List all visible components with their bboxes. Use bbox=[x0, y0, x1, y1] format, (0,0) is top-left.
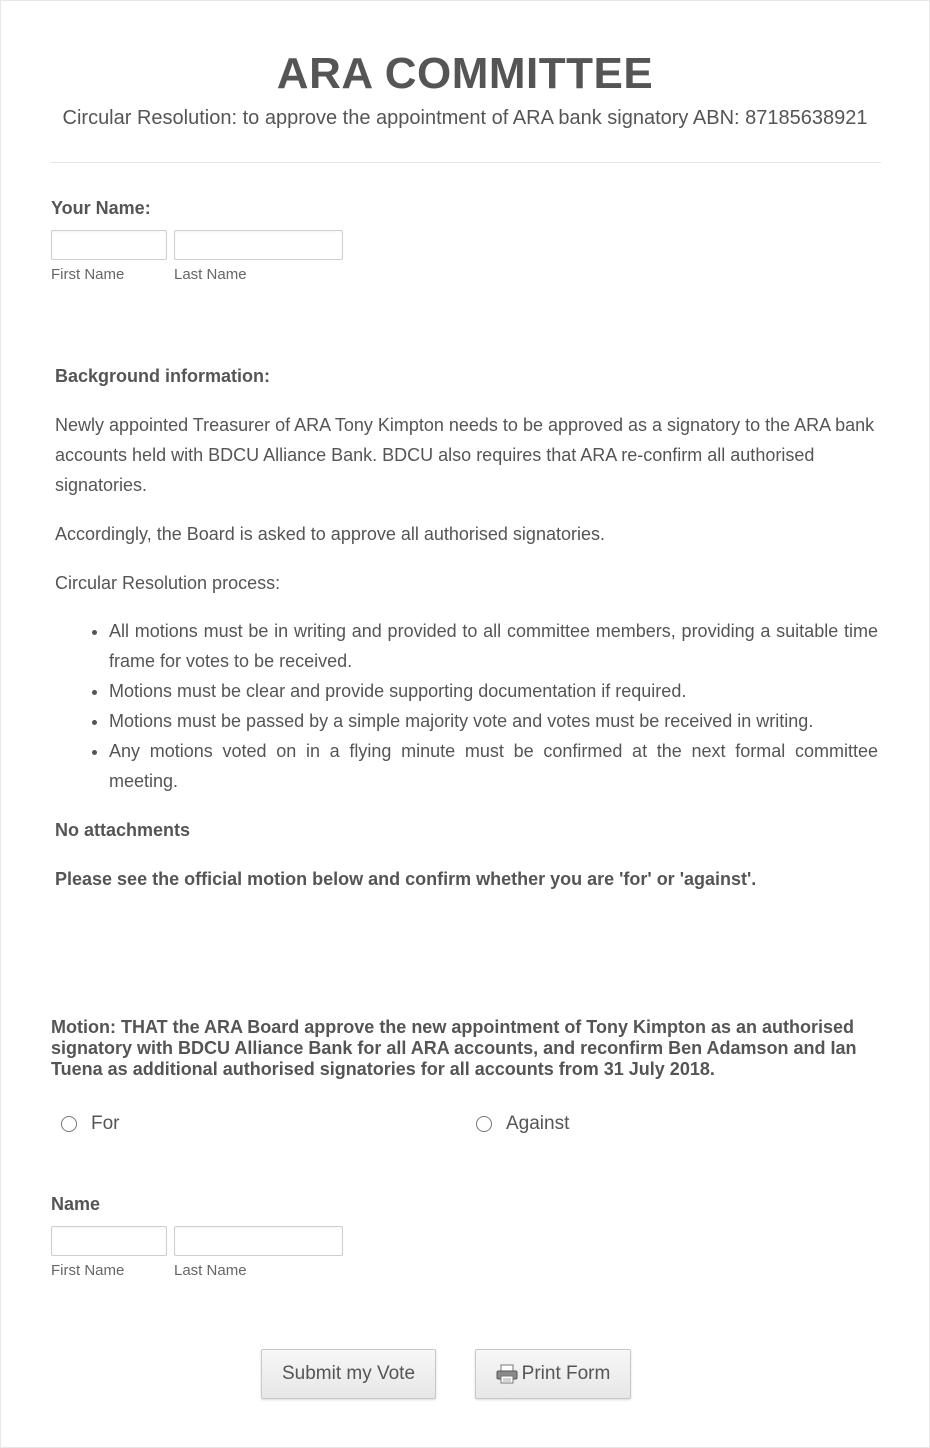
your-name-label: Your Name: bbox=[51, 198, 151, 218]
your-first-name-input[interactable] bbox=[51, 230, 167, 260]
vote-for-label: For bbox=[91, 1113, 120, 1134]
form-subtitle: Circular Resolution: to approve the appointment of ARA bank signatory ABN: 87185638921 bbox=[62, 107, 868, 129]
first-name-input[interactable] bbox=[51, 1226, 167, 1256]
background-heading: Background information: bbox=[55, 366, 270, 386]
process-list bbox=[55, 616, 878, 796]
printer-icon bbox=[496, 1364, 518, 1384]
vote-against-label: Against bbox=[506, 1113, 570, 1134]
last-name-sublabel: Last Name bbox=[174, 1262, 247, 1279]
process-heading: Circular Resolution process: bbox=[55, 573, 281, 593]
vote-for-radio[interactable] bbox=[61, 1116, 77, 1132]
list-item: • Motions must be passed by a simple majority vote and votes must be received in writing. bbox=[109, 706, 878, 736]
form-header bbox=[1, 1, 929, 131]
name-fields bbox=[51, 1226, 343, 1279]
background-paragraph-1: Newly appointed Treasurer of ARA Tony Kimpton needs to be approved as a signatory to the ARA bank accounts held with BDCU Alliance Bank. BDCU also requires that ARA re-confirm all authorised signatories. bbox=[55, 415, 875, 495]
your-name-fields bbox=[51, 230, 343, 283]
list-item: • Motions must be clear and provide supporting documentation if required. bbox=[109, 676, 878, 706]
last-name-input[interactable] bbox=[174, 1226, 343, 1256]
list-item: • Any motions voted on in a flying minute must be confirmed at the next formal committee meeting. bbox=[109, 736, 878, 796]
vote-for-option[interactable] bbox=[61, 1113, 120, 1135]
form-title: ARA COMMITTEE bbox=[276, 49, 654, 98]
print-form-label: Print Form bbox=[521, 1363, 611, 1384]
header-divider bbox=[51, 162, 881, 163]
vote-against-option[interactable] bbox=[476, 1113, 569, 1135]
vote-instruction: Please see the official motion below and confirm whether you are 'for' or 'against'. bbox=[55, 869, 757, 889]
your-first-name-sublabel: First Name bbox=[51, 266, 125, 283]
background-section bbox=[55, 361, 878, 894]
background-paragraph-2: Accordingly, the Board is asked to approve all authorised signatories. bbox=[55, 524, 605, 544]
your-last-name-input[interactable] bbox=[174, 230, 343, 260]
attachments-note: No attachments bbox=[55, 820, 191, 840]
list-item: • All motions must be in writing and provided to all committee members, providing a suitable time frame for votes to be received. bbox=[109, 616, 878, 676]
name-label: Name bbox=[51, 1194, 101, 1214]
submit-vote-button[interactable]: Submit my Vote bbox=[261, 1349, 436, 1399]
vote-against-radio[interactable] bbox=[476, 1116, 492, 1132]
motion-text: Motion: THAT the ARA Board approve the new appointment of Tony Kimpton as an authorised signatory with BDCU Alliance Bank for all ARA accounts, and reconfirm Ben Adamson and Ian Tuena as additional authorised signatories for all accounts from 31 July 2018. bbox=[51, 1017, 857, 1079]
first-name-sublabel: First Name bbox=[51, 1262, 125, 1279]
print-form-button[interactable] bbox=[475, 1349, 631, 1399]
your-last-name-sublabel: Last Name bbox=[174, 266, 247, 283]
